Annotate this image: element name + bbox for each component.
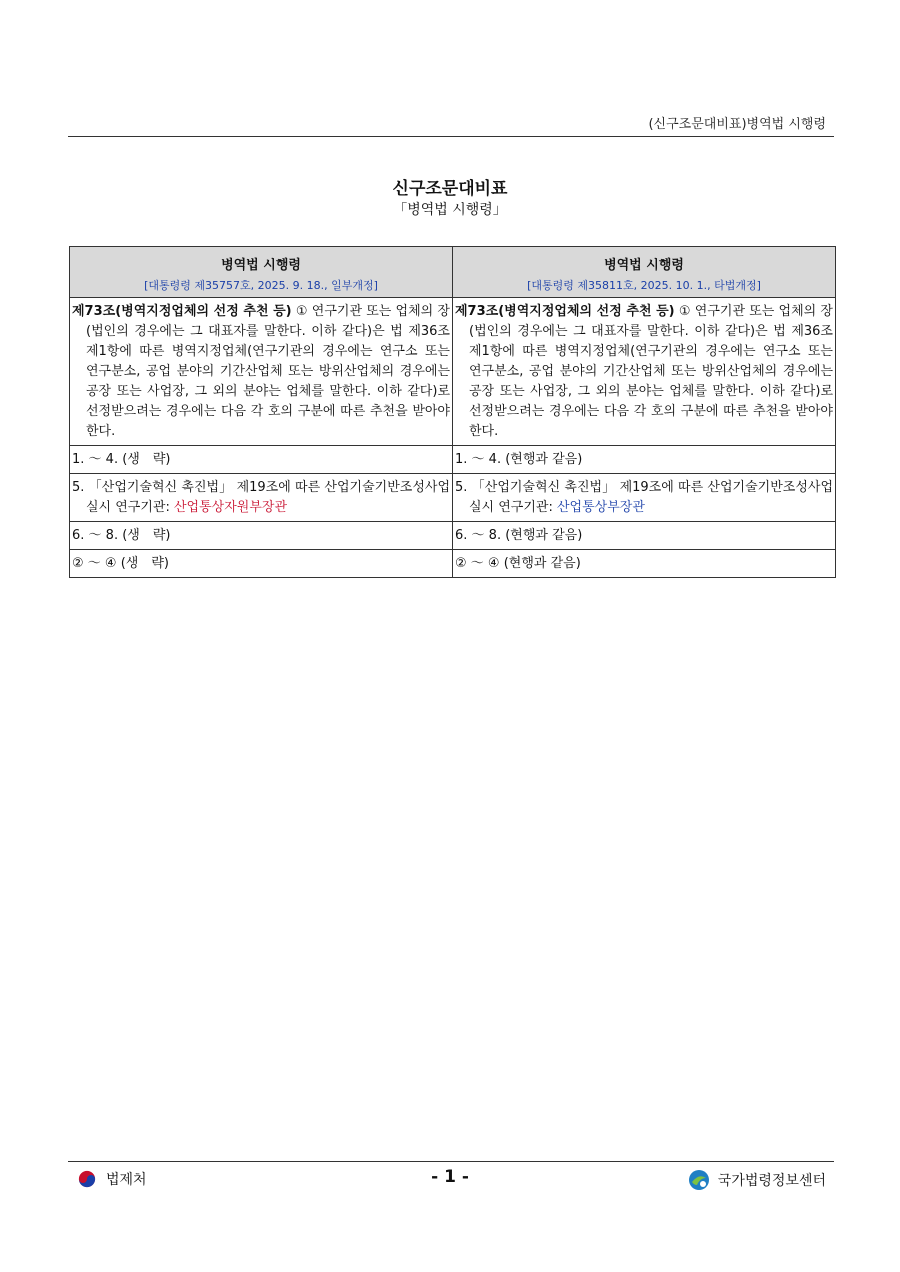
new-article-body: ① 연구기관 또는 업체의 장(법인의 경우에는 그 대표자를 말한다. 이하 같다)은 법 제36조제1항에 따른 병역지정업체(연구기관의 경우에는 연구소 또는 연구분소, 공업 분야의 기간산업체 또는 방위산업체의 경우에는 공장 또는 사업장, 그 외의 분야는 업체를 말한다. 이하 같다)로 선정받으려는 경우에는 다음 각 호의 구분에 따른 추천을 받아야 한다.	[469, 304, 833, 439]
new-article-cell	[453, 298, 836, 446]
comparison-table	[69, 246, 836, 578]
new-column-header	[453, 247, 836, 298]
old-item-6-8: 6. ～ 8. (생 략)	[72, 528, 171, 543]
page-number: - 1 -	[431, 1167, 469, 1187]
new-item-5-highlight: 산업통상부장관	[557, 500, 645, 515]
table-row	[70, 474, 836, 522]
new-article-title: 제73조(병역지정업체의 선정 추천 등)	[455, 304, 675, 319]
old-article-title: 제73조(병역지정업체의 선정 추천 등)	[72, 304, 292, 319]
table-row	[70, 298, 836, 446]
old-article-cell	[70, 298, 453, 446]
table-row	[70, 550, 836, 578]
old-article-body: ① 연구기관 또는 업체의 장(법인의 경우에는 그 대표자를 말한다. 이하 같다)은 법 제36조제1항에 따른 병역지정업체(연구기관의 경우에는 연구소 또는 연구분소, 공업 분야의 기간산업체 또는 방위산업체의 경우에는 공장 또는 사업장, 그 외의 분야는 업체를 말한다. 이하 같다)로 선정받으려는 경우에는 다음 각 호의 구분에 따른 추천을 받아야 한다.	[86, 304, 450, 439]
law-center-logo-icon	[688, 1169, 710, 1191]
footer-agency: 법제처	[106, 1172, 147, 1188]
top-divider	[68, 136, 834, 137]
old-para-2-4: ② ～ ④ (생 략)	[72, 556, 169, 571]
old-item-5-highlight: 산업통상자원부장관	[174, 500, 288, 515]
old-column-title: 병역법 시행령	[221, 258, 301, 273]
new-column-meta: [대통령령 제35811호, 2025. 10. 1., 타법개정]	[527, 279, 761, 292]
old-column-header	[70, 247, 453, 298]
new-item-5-text: 5. 「산업기술혁신 촉진법」 제19조에 따른 산업기술기반조성사업 실시 연구기관:	[455, 480, 833, 515]
document-subtitle: 「병역법 시행령」	[393, 202, 507, 218]
document-title: 신구조문대비표	[392, 179, 508, 199]
new-item-1-4: 1. ～ 4. (현행과 같음)	[455, 452, 583, 467]
footer-right	[688, 1169, 826, 1191]
table-header-row	[70, 247, 836, 298]
new-para-2-4: ② ～ ④ (현행과 같음)	[455, 556, 581, 571]
running-title: (신구조문대비표)병역법 시행령	[648, 117, 826, 132]
table-row	[70, 522, 836, 550]
footer-divider	[68, 1161, 834, 1162]
old-item-5-text: 5. 「산업기술혁신 촉진법」 제19조에 따른 산업기술기반조성사업 실시 연구기관:	[72, 480, 450, 515]
table-row	[70, 446, 836, 474]
old-item-1-4: 1. ～ 4. (생 략)	[72, 452, 171, 467]
new-column-title: 병역법 시행령	[604, 258, 684, 273]
footer-center-name: 국가법령정보센터	[717, 1173, 826, 1189]
old-column-meta: [대통령령 제35757호, 2025. 9. 18., 일부개정]	[144, 279, 378, 292]
new-item-6-8: 6. ～ 8. (현행과 같음)	[455, 528, 583, 543]
